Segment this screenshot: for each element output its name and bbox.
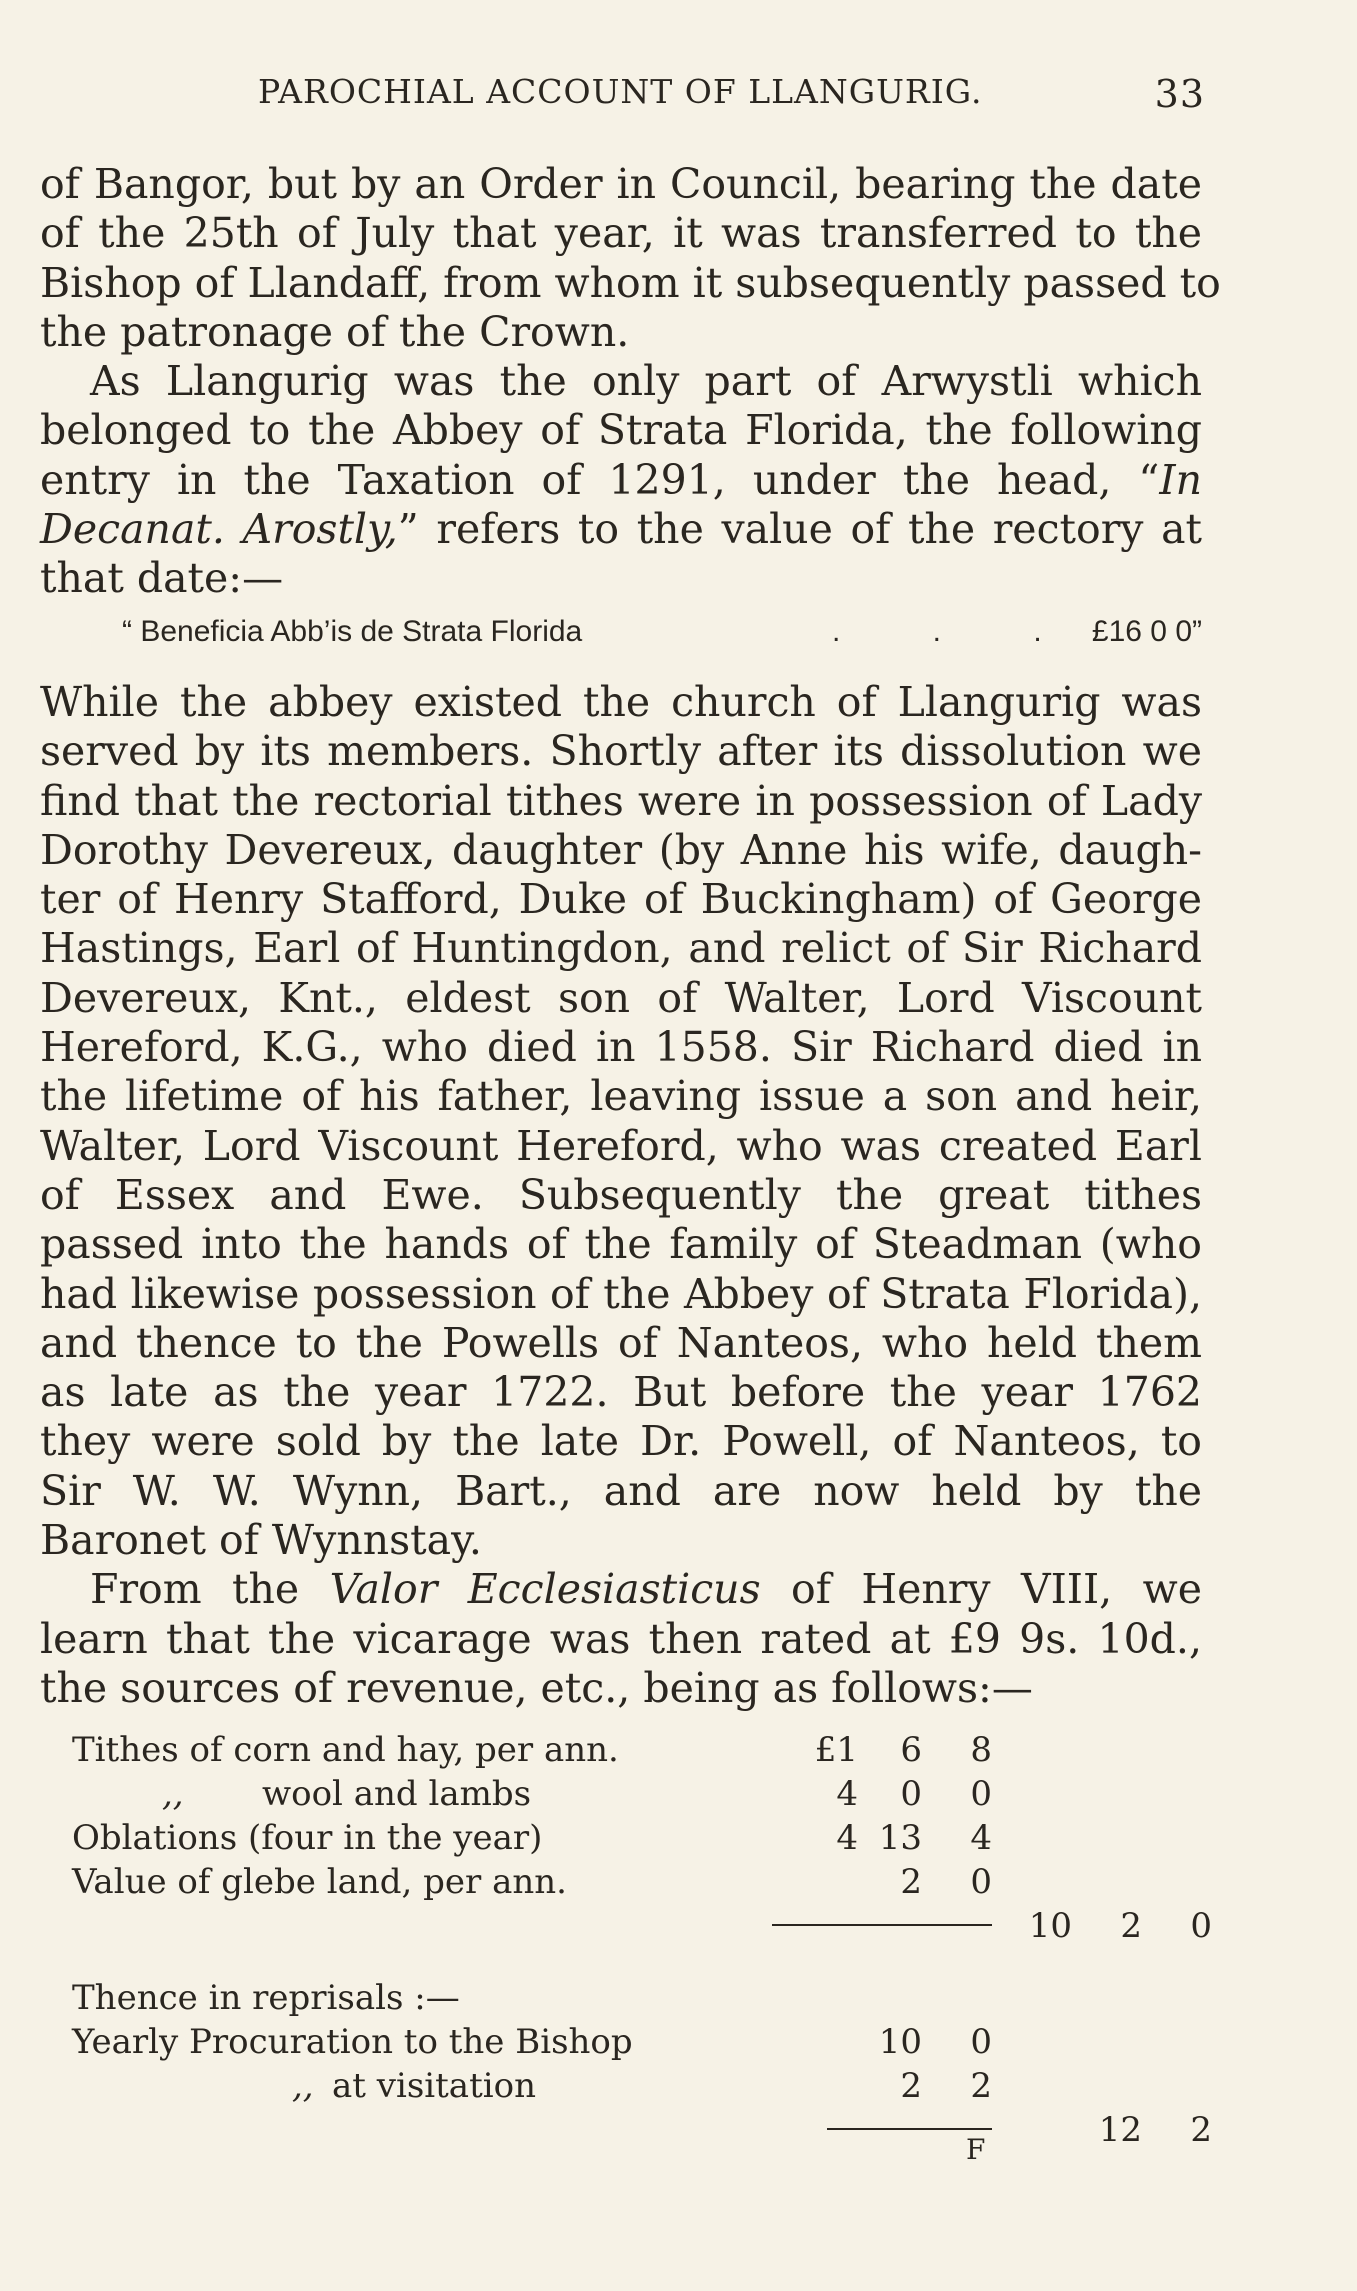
total-shillings: 2 xyxy=(1120,1906,1142,1946)
text-line: Walter, Lord Viscount Hereford, who was created Earl xyxy=(40,1121,1202,1170)
shillings-value: 2 xyxy=(900,1862,922,1902)
text-line: of Essex and Ewe. Subsequently the great tithes xyxy=(40,1170,1202,1219)
running-title: PAROCHIAL ACCOUNT OF LLANGURIG. xyxy=(258,72,983,111)
quote-amount: £16 0 0” xyxy=(1091,615,1202,648)
text-run: entry in the Taxation of 1291, under the head, “ xyxy=(40,455,1160,504)
account-row xyxy=(72,1816,1202,1860)
sum-rule xyxy=(772,1924,992,1926)
shillings-value: 10 xyxy=(878,2022,922,2062)
text-line xyxy=(40,505,1202,554)
text-line: served by its members. Shortly after its dissolution we xyxy=(40,727,1202,776)
account-row xyxy=(72,1860,1202,1904)
revenue-account xyxy=(72,1728,1212,2152)
reprisals-heading: Thence in reprisals :— xyxy=(72,1978,460,2018)
text-line: Hastings, Earl of Huntingdon, and relict of Sir Richard xyxy=(40,924,1202,973)
account-row xyxy=(72,2020,1202,2064)
text-line: that date:— xyxy=(40,554,284,603)
text-line: of the 25th of July that year, it was transferred to the xyxy=(40,209,1202,258)
body-text-continued xyxy=(40,678,1202,1713)
account-row xyxy=(72,1728,1202,1772)
text-line: the patronage of the Crown. xyxy=(40,307,630,356)
pounds-value: 4 xyxy=(836,1818,858,1858)
pence-value: 0 xyxy=(970,2022,992,2062)
text-line: the sources of revenue, etc., being as follows:— xyxy=(40,1663,1033,1712)
text-line: had likewise possession of the Abbey of Strata Florida), xyxy=(40,1269,1202,1318)
sum-rule xyxy=(827,2128,992,2130)
shillings-value: 2 xyxy=(900,2066,922,2106)
text-line: learn that the vicarage was then rated at £9 9s. 10d., xyxy=(40,1614,1202,1663)
total-pence: 0 xyxy=(1190,1906,1212,1946)
text-line: of Bangor, but by an Order in Council, bearing the date xyxy=(40,160,1202,208)
text-line: the lifetime of his father, leaving issue a son and heir, xyxy=(40,1072,1202,1121)
text-line: Devereux, Knt., eldest son of Walter, Lord Viscount xyxy=(40,973,1202,1022)
text-line xyxy=(40,1565,1202,1614)
ditto-mark: ,, xyxy=(162,1774,184,1814)
page-number: 33 xyxy=(1154,72,1205,116)
italic-run: Decanat. Arostly, xyxy=(40,505,398,554)
total-row xyxy=(72,2108,1212,2152)
body-text xyxy=(40,160,1221,604)
text-line xyxy=(40,456,1202,505)
total-pence: 2 xyxy=(1190,2110,1212,2150)
text-line: Sir W. W. Wynn, Bart., and are now held by the xyxy=(40,1466,1202,1515)
text-line: While the abbey existed the church of Llangurig was xyxy=(40,678,1202,726)
shillings-value: 6 xyxy=(900,1730,922,1770)
account-label: Oblations (four in the year) xyxy=(72,1818,543,1858)
signature-mark: F xyxy=(966,2133,986,2166)
quote-text: “ Beneficia Abb’is de Strata Florida xyxy=(122,615,583,648)
account-row xyxy=(72,1976,1202,2020)
account-row xyxy=(72,2064,1202,2108)
shillings-value: 0 xyxy=(900,1774,922,1814)
account-row xyxy=(72,1772,1202,1816)
pence-value: 4 xyxy=(970,1818,992,1858)
text-line: Bishop of Llandaff, from whom it subsequently passed to xyxy=(40,258,1221,307)
text-line: ter of Henry Stafford, Duke of Buckingham) of George xyxy=(40,875,1202,924)
pounds-value: £1 xyxy=(814,1730,858,1770)
text-line: Dorothy Devereux, daughter (by Anne his wife, daugh- xyxy=(40,825,1202,874)
text-line: and thence to the Powells of Nanteos, who held them xyxy=(40,1318,1202,1367)
account-label: at visitation xyxy=(332,2066,536,2106)
text-run: From the xyxy=(90,1565,330,1614)
pence-value: 0 xyxy=(970,1774,992,1814)
account-label: Tithes of corn and hay, per ann. xyxy=(72,1730,619,1770)
text-line: find that the rectorial tithes were in possession of Lady xyxy=(40,776,1202,825)
text-run: ” refers to the value of the rectory at xyxy=(397,505,1202,554)
italic-run: In xyxy=(1159,455,1202,504)
quote-leader-dots: . . . xyxy=(832,615,1084,648)
total-shillings: 12 xyxy=(1098,2110,1142,2150)
total-pounds: 10 xyxy=(1028,1906,1072,1946)
shillings-value: 13 xyxy=(878,1818,922,1858)
account-label: Yearly Procuration to the Bishop xyxy=(72,2022,633,2062)
text-run: of Henry VIII, we xyxy=(760,1565,1202,1614)
account-label: wool and lambs xyxy=(262,1774,532,1814)
ditto-mark: ,, xyxy=(292,2066,314,2106)
text-line: belonged to the Abbey of Strata Florida, the following xyxy=(40,406,1202,455)
pounds-value: 4 xyxy=(836,1774,858,1814)
text-line: passed into the hands of the family of Steadman (who xyxy=(40,1220,1202,1269)
text-line: they were sold by the late Dr. Powell, of Nanteos, to xyxy=(40,1417,1202,1466)
text-line: Baronet of Wynnstay. xyxy=(40,1516,482,1565)
text-line: Hereford, K.G., who died in 1558. Sir Richard died in xyxy=(40,1023,1202,1072)
pence-value: 2 xyxy=(970,2066,992,2106)
total-row xyxy=(72,1904,1212,1948)
spacer xyxy=(72,1948,1202,1976)
account-label: Value of glebe land, per ann. xyxy=(72,1862,567,1902)
text-line: As Llangurig was the only part of Arwystli which xyxy=(90,357,1202,406)
text-line: as late as the year 1722. But before the year 1762 xyxy=(40,1368,1202,1417)
italic-run: Valor Ecclesiasticus xyxy=(329,1565,761,1614)
pence-value: 8 xyxy=(970,1730,992,1770)
pence-value: 0 xyxy=(970,1862,992,1902)
